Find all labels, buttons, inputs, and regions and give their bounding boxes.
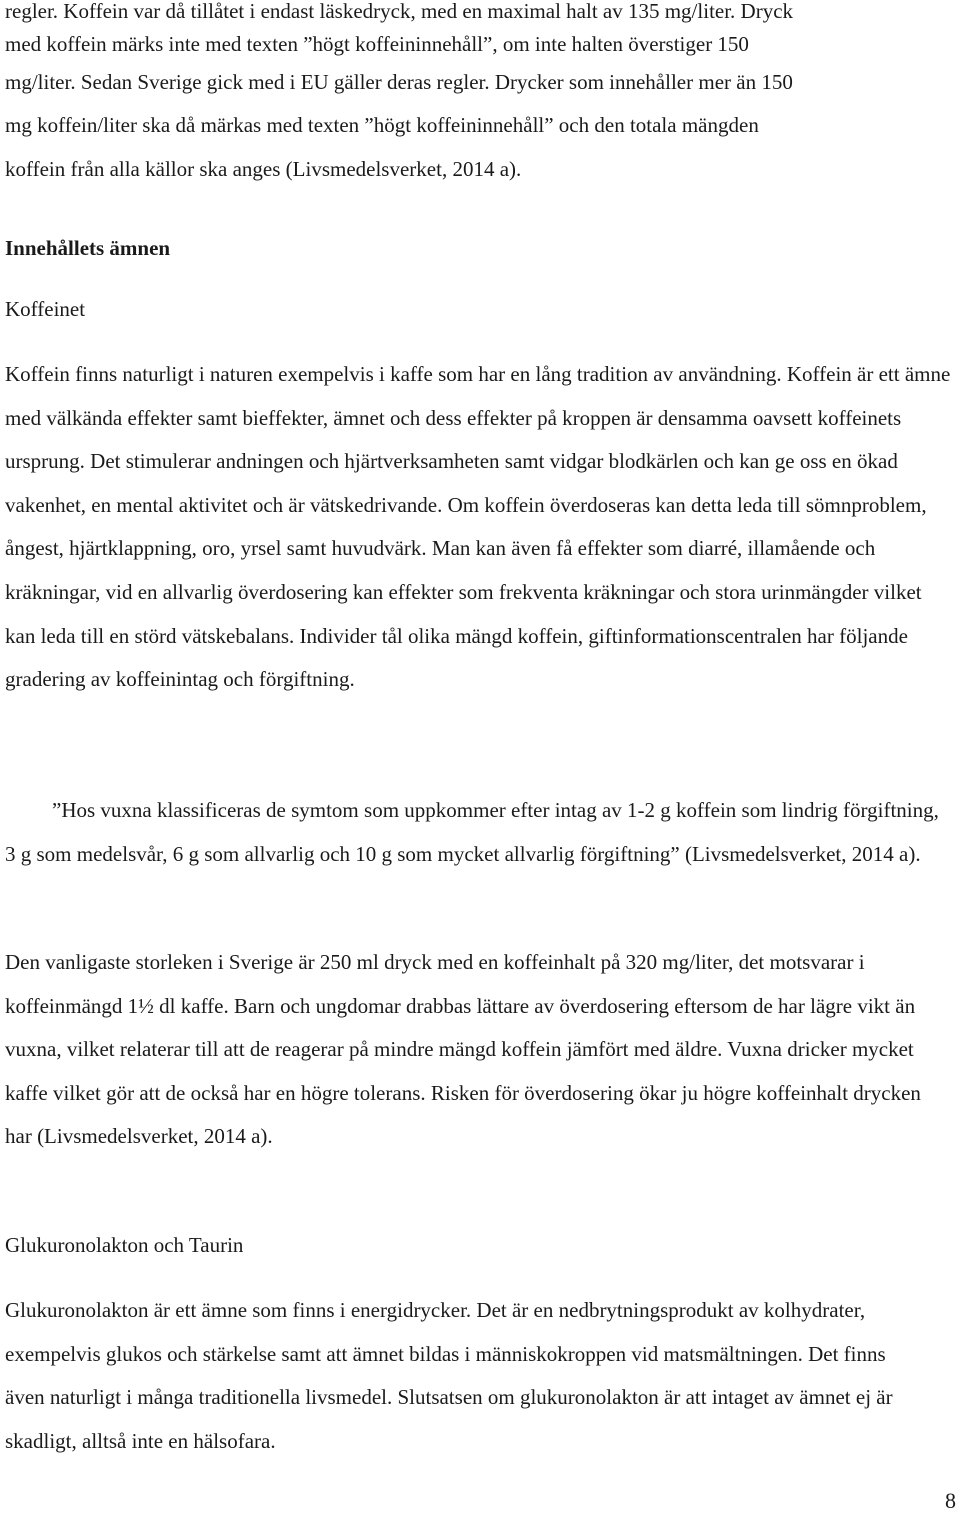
- subheading-koffeinet: Koffeinet: [5, 297, 86, 321]
- intro-line-4: mg koffein/liter ska då märkas med texten ”högt koffeininnehåll” och den totala mängden: [5, 113, 759, 137]
- intro-line-2: med koffein märks inte med texten ”högt koffeininnehåll”, om inte halten överstiger 150: [5, 32, 749, 56]
- section-heading: Innehållets ämnen: [5, 236, 171, 260]
- quote-paragraph: ”Hos vuxna klassificeras de symtom som uppkommer efter intag av 1-2 g koffein som lindrig förgiftning, 3 g som medelsvår, 6 g som allvarlig och 10 g som mycket allvarlig förgiftning” (Livsmedelsverket, 2014 a).: [5, 798, 939, 866]
- intro-line-5: koffein från alla källor ska anges (Livsmedelsverket, 2014 a).: [5, 156, 522, 181]
- intro-line-3: mg/liter. Sedan Sverige gick med i EU gäller deras regler. Drycker som innehåller mer än 150: [5, 70, 793, 94]
- size-paragraph: Den vanligaste storleken i Sverige är 250 ml dryck med en koffeinhalt på 320 mg/liter, det motsvarar i koffeinmängd 1½ dl kaffe. Barn och ungdomar drabbas lättare av överdosering eftersom de har lägre vikt än vuxna, vilket relaterar till att de reagerar på mindre mängd koffein jämfört med äldre. Vuxna dricker mycket kaffe vilket gör att de också har en högre tolerans. Risken för överdosering ökar ju högre koffeinhalt drycken har (Livsmedelsverket, 2014 a).: [5, 950, 921, 1149]
- koffein-paragraph: Koffein finns naturligt i naturen exempelvis i kaffe som har en lång tradition av användning. Koffein är ett ämne med välkända effekter samt bieffekter, ämnet och dess effekter på kroppen är densamma oavsett koffeinets ursprung. Det stimulerar andningen och hjärtverksamheten samt vidgar blodkärlen och kan ge oss en ökad vakenhet, en mental aktivitet och är vätskedrivande. Om koffein överdoseras kan detta leda till sömnproblem, ångest, hjärtklappning, oro, yrsel samt huvudvärk. Man kan även få effekter som diarré, illamående och kräkningar, vid en allvarlig överdosering kan effekter som frekventa kräkningar och stora urinmängder vilket kan leda till en störd vätskebalans. Individer tål olika mängd koffein, giftinformationscentralen har följande gradering av koffeinintag och förgiftning.: [5, 362, 951, 692]
- page-number: 8: [945, 1488, 956, 1513]
- subheading-glukuronolakton: Glukuronolakton och Taurin: [5, 1233, 244, 1257]
- intro-tight-block: [5, 0, 960, 191]
- glukuronolakton-paragraph: Glukuronolakton är ett ämne som finns i energidrycker. Det är en nedbrytningsprodukt av kolhydrater, exempelvis glukos och stärkelse samt att ämnet bildas i människokroppen vid matsmältningen. Det finns även naturligt i många traditionella livsmedel. Slutsatsen om glukuronolakton är att intaget av ämnet ej är skadligt, alltså inte en hälsofara.: [5, 1298, 893, 1453]
- intro-line-1: regler. Koffein var då tillåtet i endast läskedryck, med en maximal halt av 135 mg/liter. Dryck: [5, 0, 794, 23]
